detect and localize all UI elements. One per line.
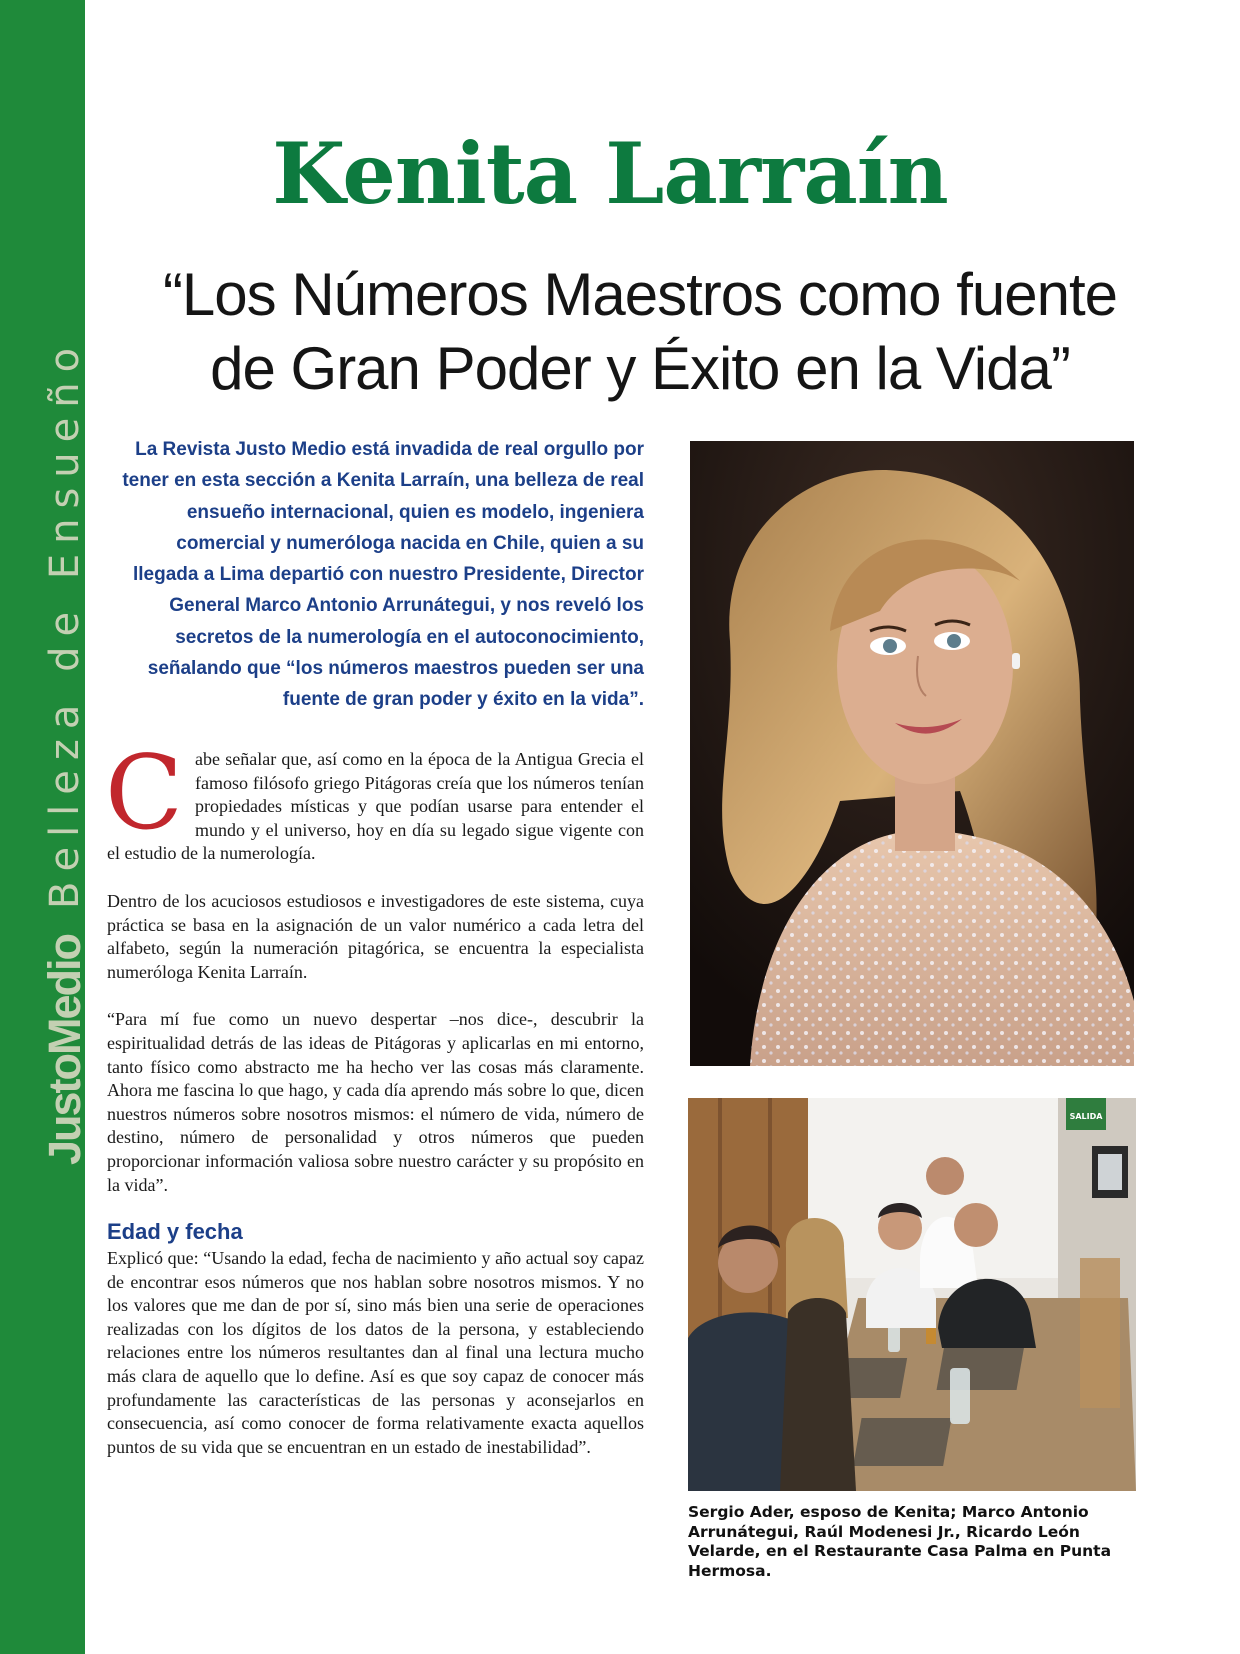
portrait-illustration [690, 441, 1134, 1066]
group-photo [688, 1098, 1136, 1491]
article-title: Kenita Larraín [272, 124, 948, 223]
article-paragraph-1 [105, 734, 644, 866]
article-subtitle [110, 258, 1170, 406]
article-paragraph-3: “Para mí fue como un nuevo despertar –nos dice-, descubrir la espiritualidad detrás de las ideas de Pitágoras y aplicarlas en mi entorno, tanto físico como abstracto me ha hecho ver las cosas más claramente. Ahora me fascina lo que hago, y cada día aprendo más sobre lo que, dicen nuestros números sobre nosotros mismos: el número de vida, número de destino, número de personalidad y otros números que pueden proporcionar información valiosa sobre nuestro carácter y su propósito en la vida”. [107, 1009, 644, 1195]
subtitle-line-2: de Gran Poder y Éxito en la Vida” [210, 335, 1070, 402]
paragraph-1-text: abe señalar que, así como en la época de la Antigua Grecia el famoso filósofo griego Pitágoras creía que los números tenían propiedades místicas y que podían usarse para entender el mundo y el universo, hoy en día su legado sigue vigente con el estudio de la numerología. [107, 749, 644, 864]
sidebar-vertical-text [39, 337, 90, 1165]
article-subheading: Edad y fecha [107, 1219, 243, 1245]
drop-cap: C [105, 734, 184, 853]
section-sidebar [0, 0, 90, 1654]
exit-sign: SALIDA [1069, 1112, 1103, 1121]
article-body [105, 734, 644, 1483]
article-paragraph-4: Explicó que: “Usando la edad, fecha de nacimiento y año actual soy capaz de encontrar esos números que nos hablan sobre nosotros mismos. Y no los valores que me dan de por sí, sino más bien una serie de operaciones realizadas con los dígitos de los datos de la persona, y estableciendo relaciones entre los números resultantes dan al final una lectura mucho más clara de aquello que lo define. Así es que soy capaz de conocer más profundamente las características de las personas y aconsejarlos en consecuencia, así como conocer de forma relativamente exacta aquellos puntos de su vida que se encuentran en un estado de inestabilidad”. [107, 1248, 644, 1457]
portrait-photo [690, 441, 1134, 1066]
section-name: Belleza de Ensueño [41, 337, 88, 909]
photo-caption: Sergio Ader, esposo de Kenita; Marco Antonio Arrunátegui, Raúl Modenesi Jr., Ricardo León Velarde, en el Restaurante Casa Palma en Punta Hermosa. [688, 1503, 1112, 1580]
subtitle-line-1: “Los Números Maestros como fuente [162, 261, 1118, 328]
group-illustration [688, 1098, 1136, 1491]
lead-paragraph: La Revista Justo Medio está invadida de real orgullo por tener en esta sección a Kenita Larraín, una belleza de real ensueño internacional, quien es modelo, ingeniera comercial y numeróloga nacida en Chile, quien a su llegada a Lima departió con nuestro Presidente, Director General Marco Antonio Arrunátegui, y nos reveló los secretos de la numerología en el autoconocimiento, señalando que “los números maestros pueden ser una fuente de gran poder y éxito en la vida”. [122, 439, 644, 711]
brand-logo: JustoMedio [39, 934, 90, 1165]
article-paragraph-2: Dentro de los acuciosos estudiosos e investigadores de este sistema, cuya práctica se basa en la asignación de un valor numérico a cada letra del alfabeto, según la numeración pitagórica, se encuentra la especialista numeróloga Kenita Larraín. [107, 890, 644, 982]
